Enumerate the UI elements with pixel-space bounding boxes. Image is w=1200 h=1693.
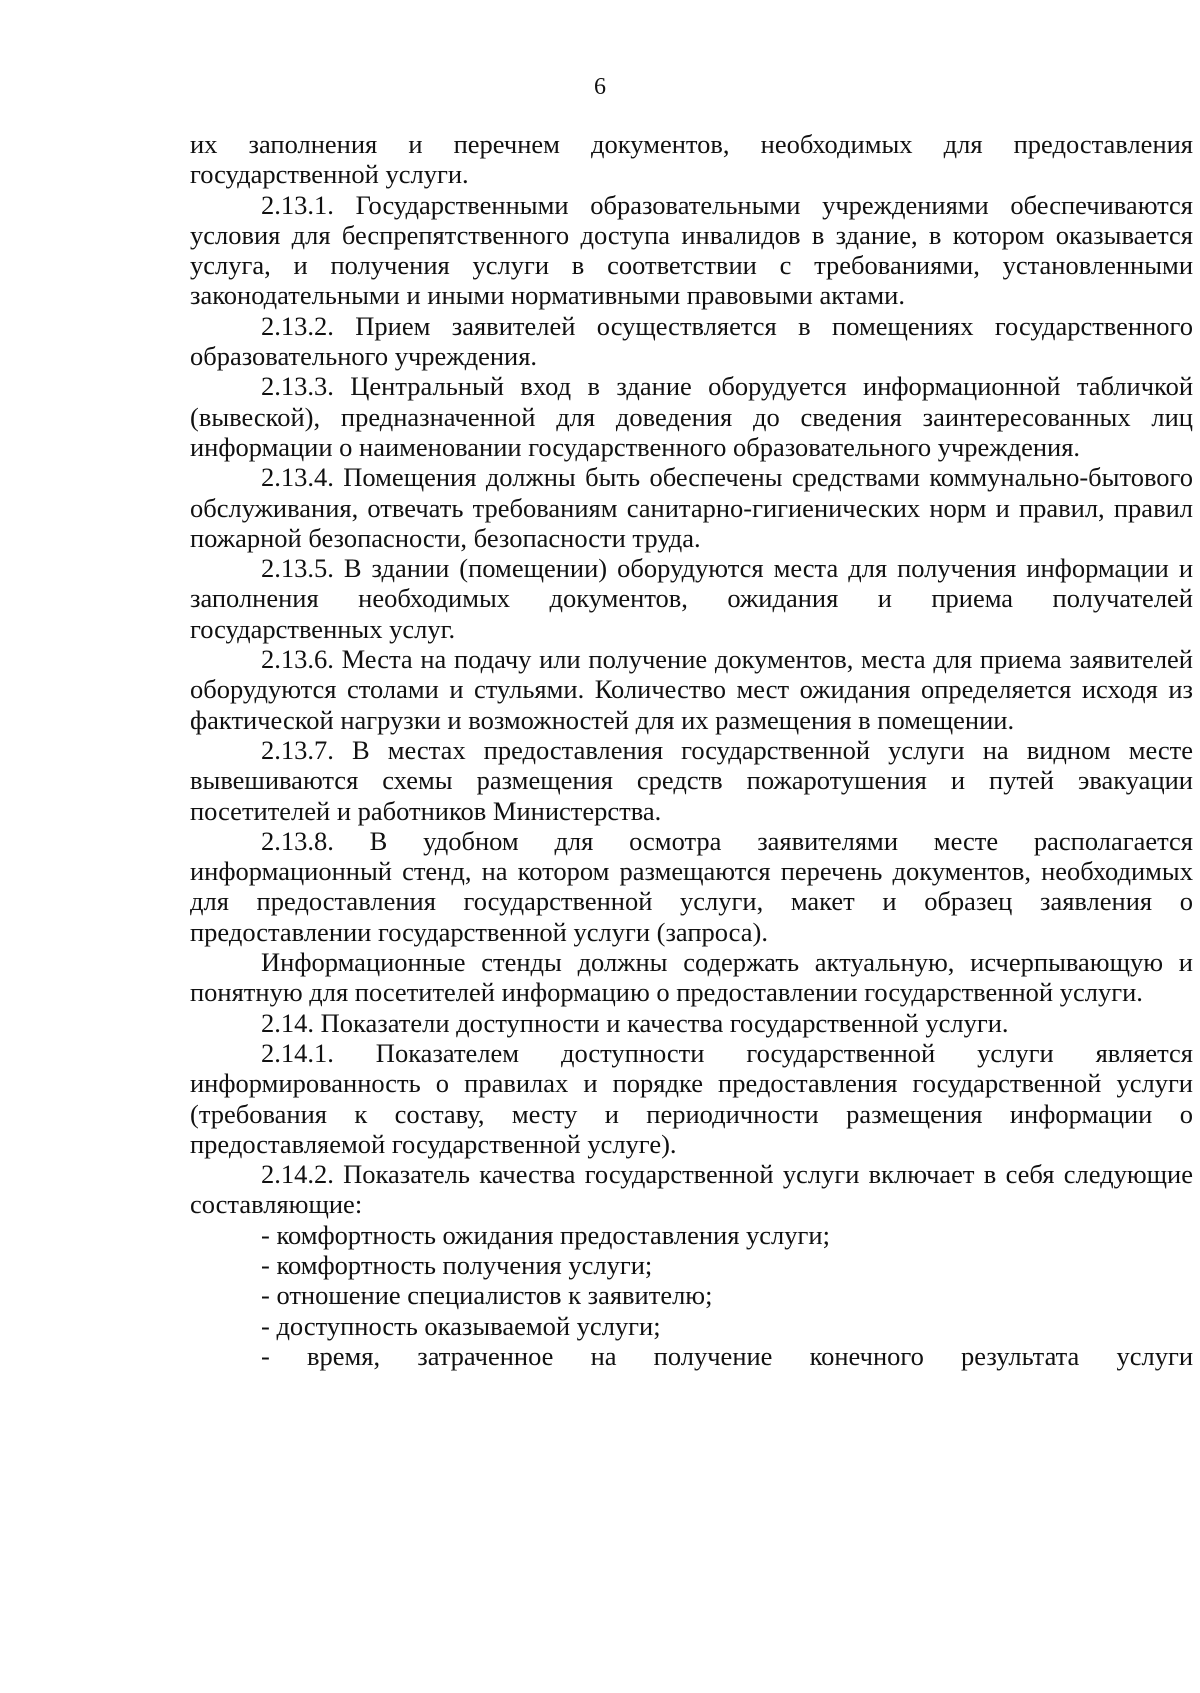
paragraph-2-13-1: 2.13.1. Государственными образовательными учреждениями обеспечиваются условия для беспрепятственного доступа инвалидов в здание, в котором оказывается услуга, и получения услуги в соответствии с требованиями, установленными законодательными и иными нормативными правовыми актами. — [190, 189, 1193, 311]
page-number: 6 — [594, 74, 606, 100]
paragraph-2-13-4: 2.13.4. Помещения должны быть обеспечены средствами коммунально-бытового обслуживания, отвечать требованиям санитарно-гигиенических норм и правил, правил пожарной безопасности, безопасности труда. — [190, 462, 1193, 553]
list-item: - доступность оказываемой услуги; — [261, 1310, 661, 1341]
paragraph-2-13-6: 2.13.6. Места на подачу или получение документов, места для приема заявителей оборудуются столами и стульями. Количество мест ожидания определяется исходя из фактической нагрузки и возможностей для их размещения в помещении. — [190, 644, 1193, 735]
paragraph-2-14-2: 2.14.2. Показатель качества государственной услуги включает в себя следующие составляющие: — [190, 1159, 1193, 1220]
paragraph-2-14: 2.14. Показатели доступности и качества государственной услуги. — [261, 1007, 1009, 1038]
paragraph-2-14-1: 2.14.1. Показателем доступности государственной услуги является информированность о правилах и порядке предоставления государственной услуги (требования к составу, месту и периодичности размещения информации о предоставляемой государственной услуге). — [190, 1037, 1193, 1159]
paragraph-2-13-2: 2.13.2. Прием заявителей осуществляется в помещениях государственного образовательного учреждения. — [190, 310, 1193, 372]
paragraph-intro: их заполнения и перечнем документов, необходимых для предоставления государственной услуги. — [190, 129, 1193, 190]
list-item: - комфортность получения услуги; — [261, 1249, 653, 1280]
paragraph-2-13-8: 2.13.8. В удобном для осмотра заявителями месте располагается информационный стенд, на котором размещаются перечень документов, необходимых для предоставления государственной услуги, макет и образец заявления о предоставлении государственной услуги (запроса). — [190, 825, 1193, 947]
paragraph-2-13-5: 2.13.5. В здании (помещении) оборудуются места для получения информации и заполнения необходимых документов, ожидания и приема получателей государственных услуг. — [190, 553, 1193, 644]
list-item: - время, затраченное на получение конечного результата услуги — [261, 1340, 1193, 1371]
paragraph-2-13-7: 2.13.7. В местах предоставления государственной услуги на видном месте вывешиваются схемы размещения средств пожаротушения и путей эвакуации посетителей и работников Министерства. — [190, 734, 1193, 826]
document-body — [190, 129, 1193, 1371]
list-item: - отношение специалистов к заявителю; — [261, 1280, 713, 1311]
paragraph-info-stands: Информационные стенды должны содержать актуальную, исчерпывающую и понятную для посетителей информацию о предоставлении государственной услуги. — [190, 947, 1193, 1008]
list-item: - комфортность ожидания предоставления услуги; — [261, 1219, 830, 1250]
paragraph-2-13-3: 2.13.3. Центральный вход в здание оборудуется информационной табличкой (вывеской), предназначенной для доведения до сведения заинтересованных лиц информации о наименовании государственного образовательного учреждения. — [190, 371, 1193, 462]
